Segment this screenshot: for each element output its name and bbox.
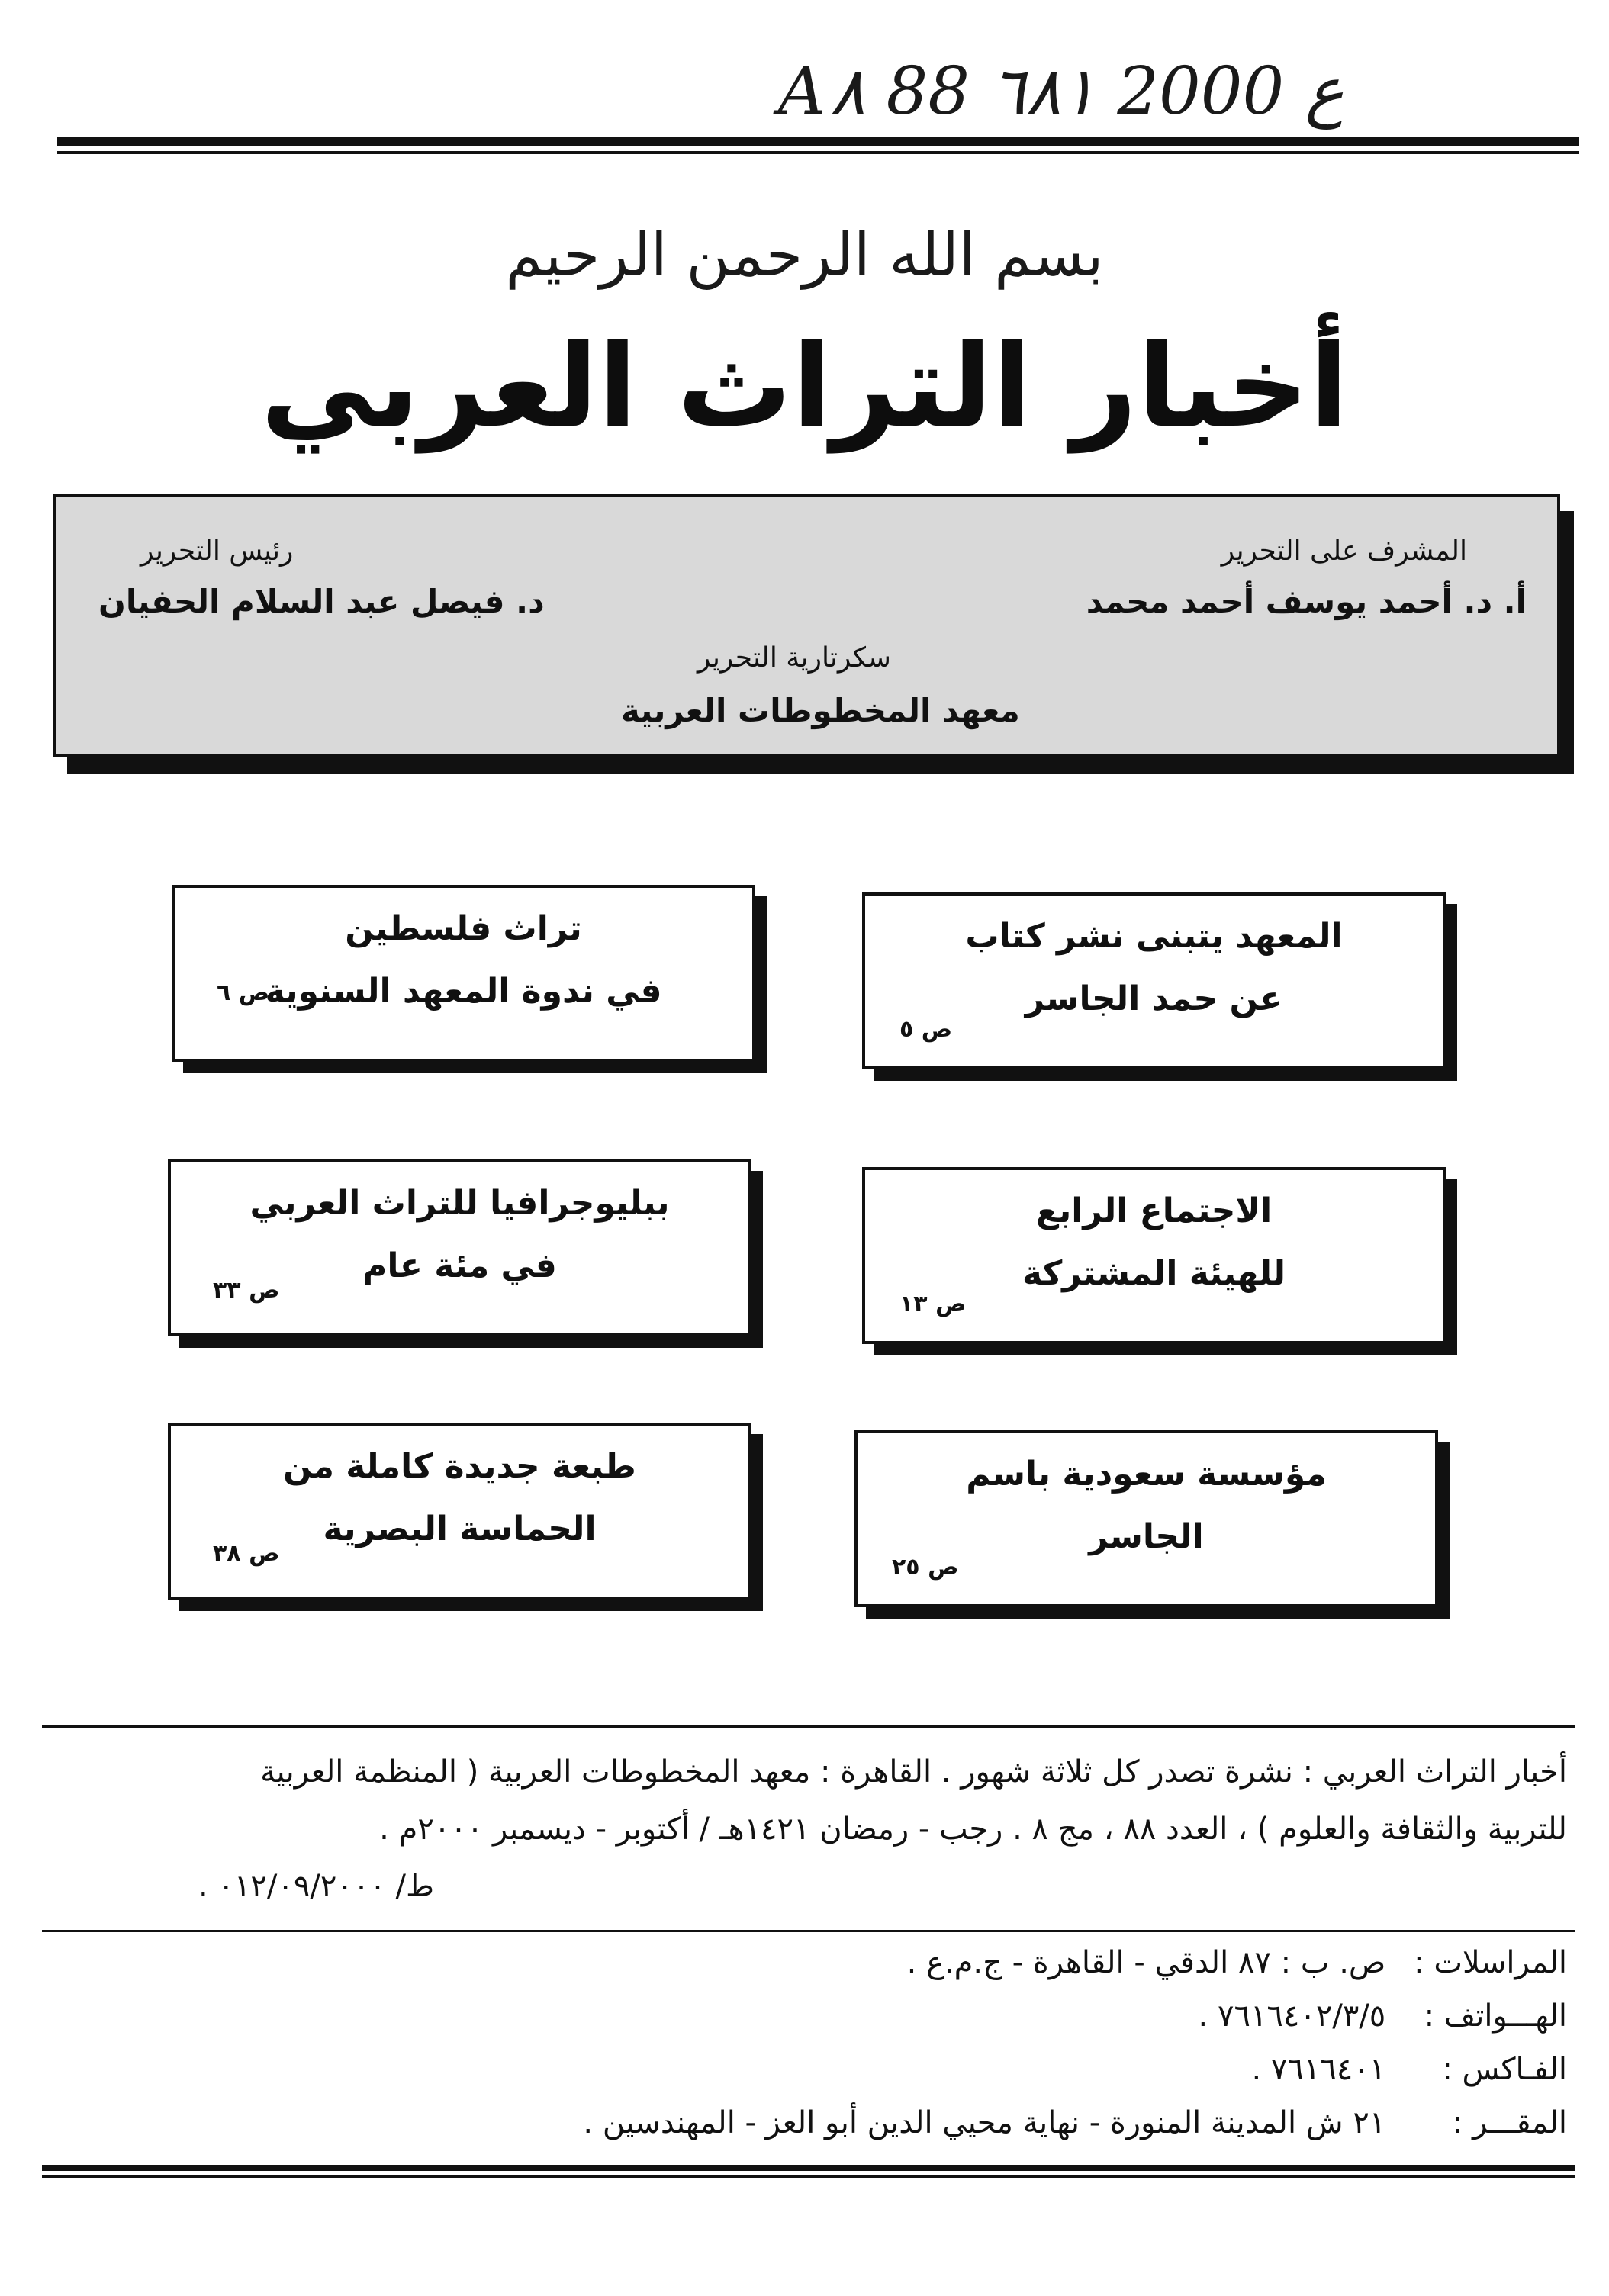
secretariat-name: معهد المخطوطات العربية [621,692,1020,729]
basmala: بسم الله الرحمن الرحيم [505,221,1104,290]
divider-rule [42,1930,1575,1932]
chief-label: رئيس التحرير [140,535,294,567]
article-title-line1: المعهد يتبنى نشر كتاب [965,917,1343,956]
article-page-ref: ص ٣٨ [213,1540,280,1567]
article-page-ref: ص ٦ [217,979,270,1006]
article-card [862,1167,1446,1344]
contact-value: ٧٦١٦٤٠١ . [1251,2052,1386,2087]
supervisor-label: المشرف على التحرير [1221,535,1467,567]
contact-label: الهـــواتف : [1424,1999,1567,2034]
article-title-line2: للهيئة المشتركة [1022,1254,1286,1293]
contact-row-mail [907,1945,1567,1980]
contact-label: المراسلات : [1414,1945,1567,1980]
article-title-line2: الجاسر [1089,1517,1204,1556]
chief-name: د. فيصل عبد السلام الحفيان [98,583,545,620]
bottom-rule-thick [42,2165,1575,2171]
top-rule-thick [57,137,1579,146]
article-title-line2: عن حمد الجاسر [1025,979,1283,1018]
masthead-title: أخبار التراث العربي [260,320,1349,453]
article-page-ref: ص ٥ [899,1016,953,1043]
article-title-line1: مؤسسة سعودية باسم [966,1455,1327,1494]
article-card [168,1423,751,1600]
contact-value: ٢١ ش المدينة المنورة - نهاية محيي الدين أبو العز - المهندسين . [583,2105,1386,2140]
article-card [172,885,755,1062]
article-card [854,1430,1438,1607]
article-title-line1: طبعة جديدة كاملة من [283,1447,636,1486]
article-title-line1: ببليوجرافيا للتراث العربي [249,1184,670,1223]
publication-line-3: ط/ ٠١٢/٠٩/٢٠٠٠ . [198,1869,434,1904]
publication-line-2: للتربية والثقافة والعلوم ) ، العدد ٨٨ ، مج ٨ . رجب - رمضان ١٤٢١هـ / أكتوبر - ديسمبر ٢٠٠٠م . [379,1812,1567,1847]
contact-label: الفـاكس : [1442,2052,1567,2087]
contact-row-fax [1251,2052,1567,2087]
article-title-line1: الاجتماع الرابع [1035,1191,1273,1230]
article-title-line2: الحماسة البصرية [323,1510,597,1548]
contact-value: ٧٦١٦٤٠٢/٣/٥ . [1198,1999,1386,2034]
contact-value: ص. ب : ٨٧ الدقي - القاهرة - ج.م.ع . [906,1945,1386,1980]
article-card [168,1159,751,1336]
divider-rule [42,1725,1575,1728]
contact-label: المقـــر : [1452,2105,1567,2140]
article-card [862,892,1446,1069]
contact-row-address [583,2105,1567,2140]
contact-row-phone [1199,1999,1567,2034]
supervisor-name: أ. د. أحمد يوسف أحمد محمد [1086,583,1527,620]
article-title-line2: في مئة عام [362,1246,557,1285]
article-page-ref: ص ٢٥ [892,1554,959,1581]
catalog-number: A٨ 88 ع 2000 ٦٨١ [778,53,1344,130]
secretariat-label: سكرتارية التحرير [697,642,891,674]
article-page-ref: ص ٣٣ [213,1277,280,1304]
article-title-line2: في ندوة المعهد السنوية [265,972,662,1011]
bottom-rule-thin [42,2175,1575,2178]
top-rule-thin [57,151,1579,154]
article-page-ref: ص ١٣ [899,1291,967,1317]
publication-line-1: أخبار التراث العربي : نشرة تصدر كل ثلاثة شهور . القاهرة : معهد المخطوطات العربية ( المنظمة العربية [260,1754,1567,1790]
article-title-line1: تراث فلسطين [345,909,582,948]
editorial-box [53,494,1560,757]
